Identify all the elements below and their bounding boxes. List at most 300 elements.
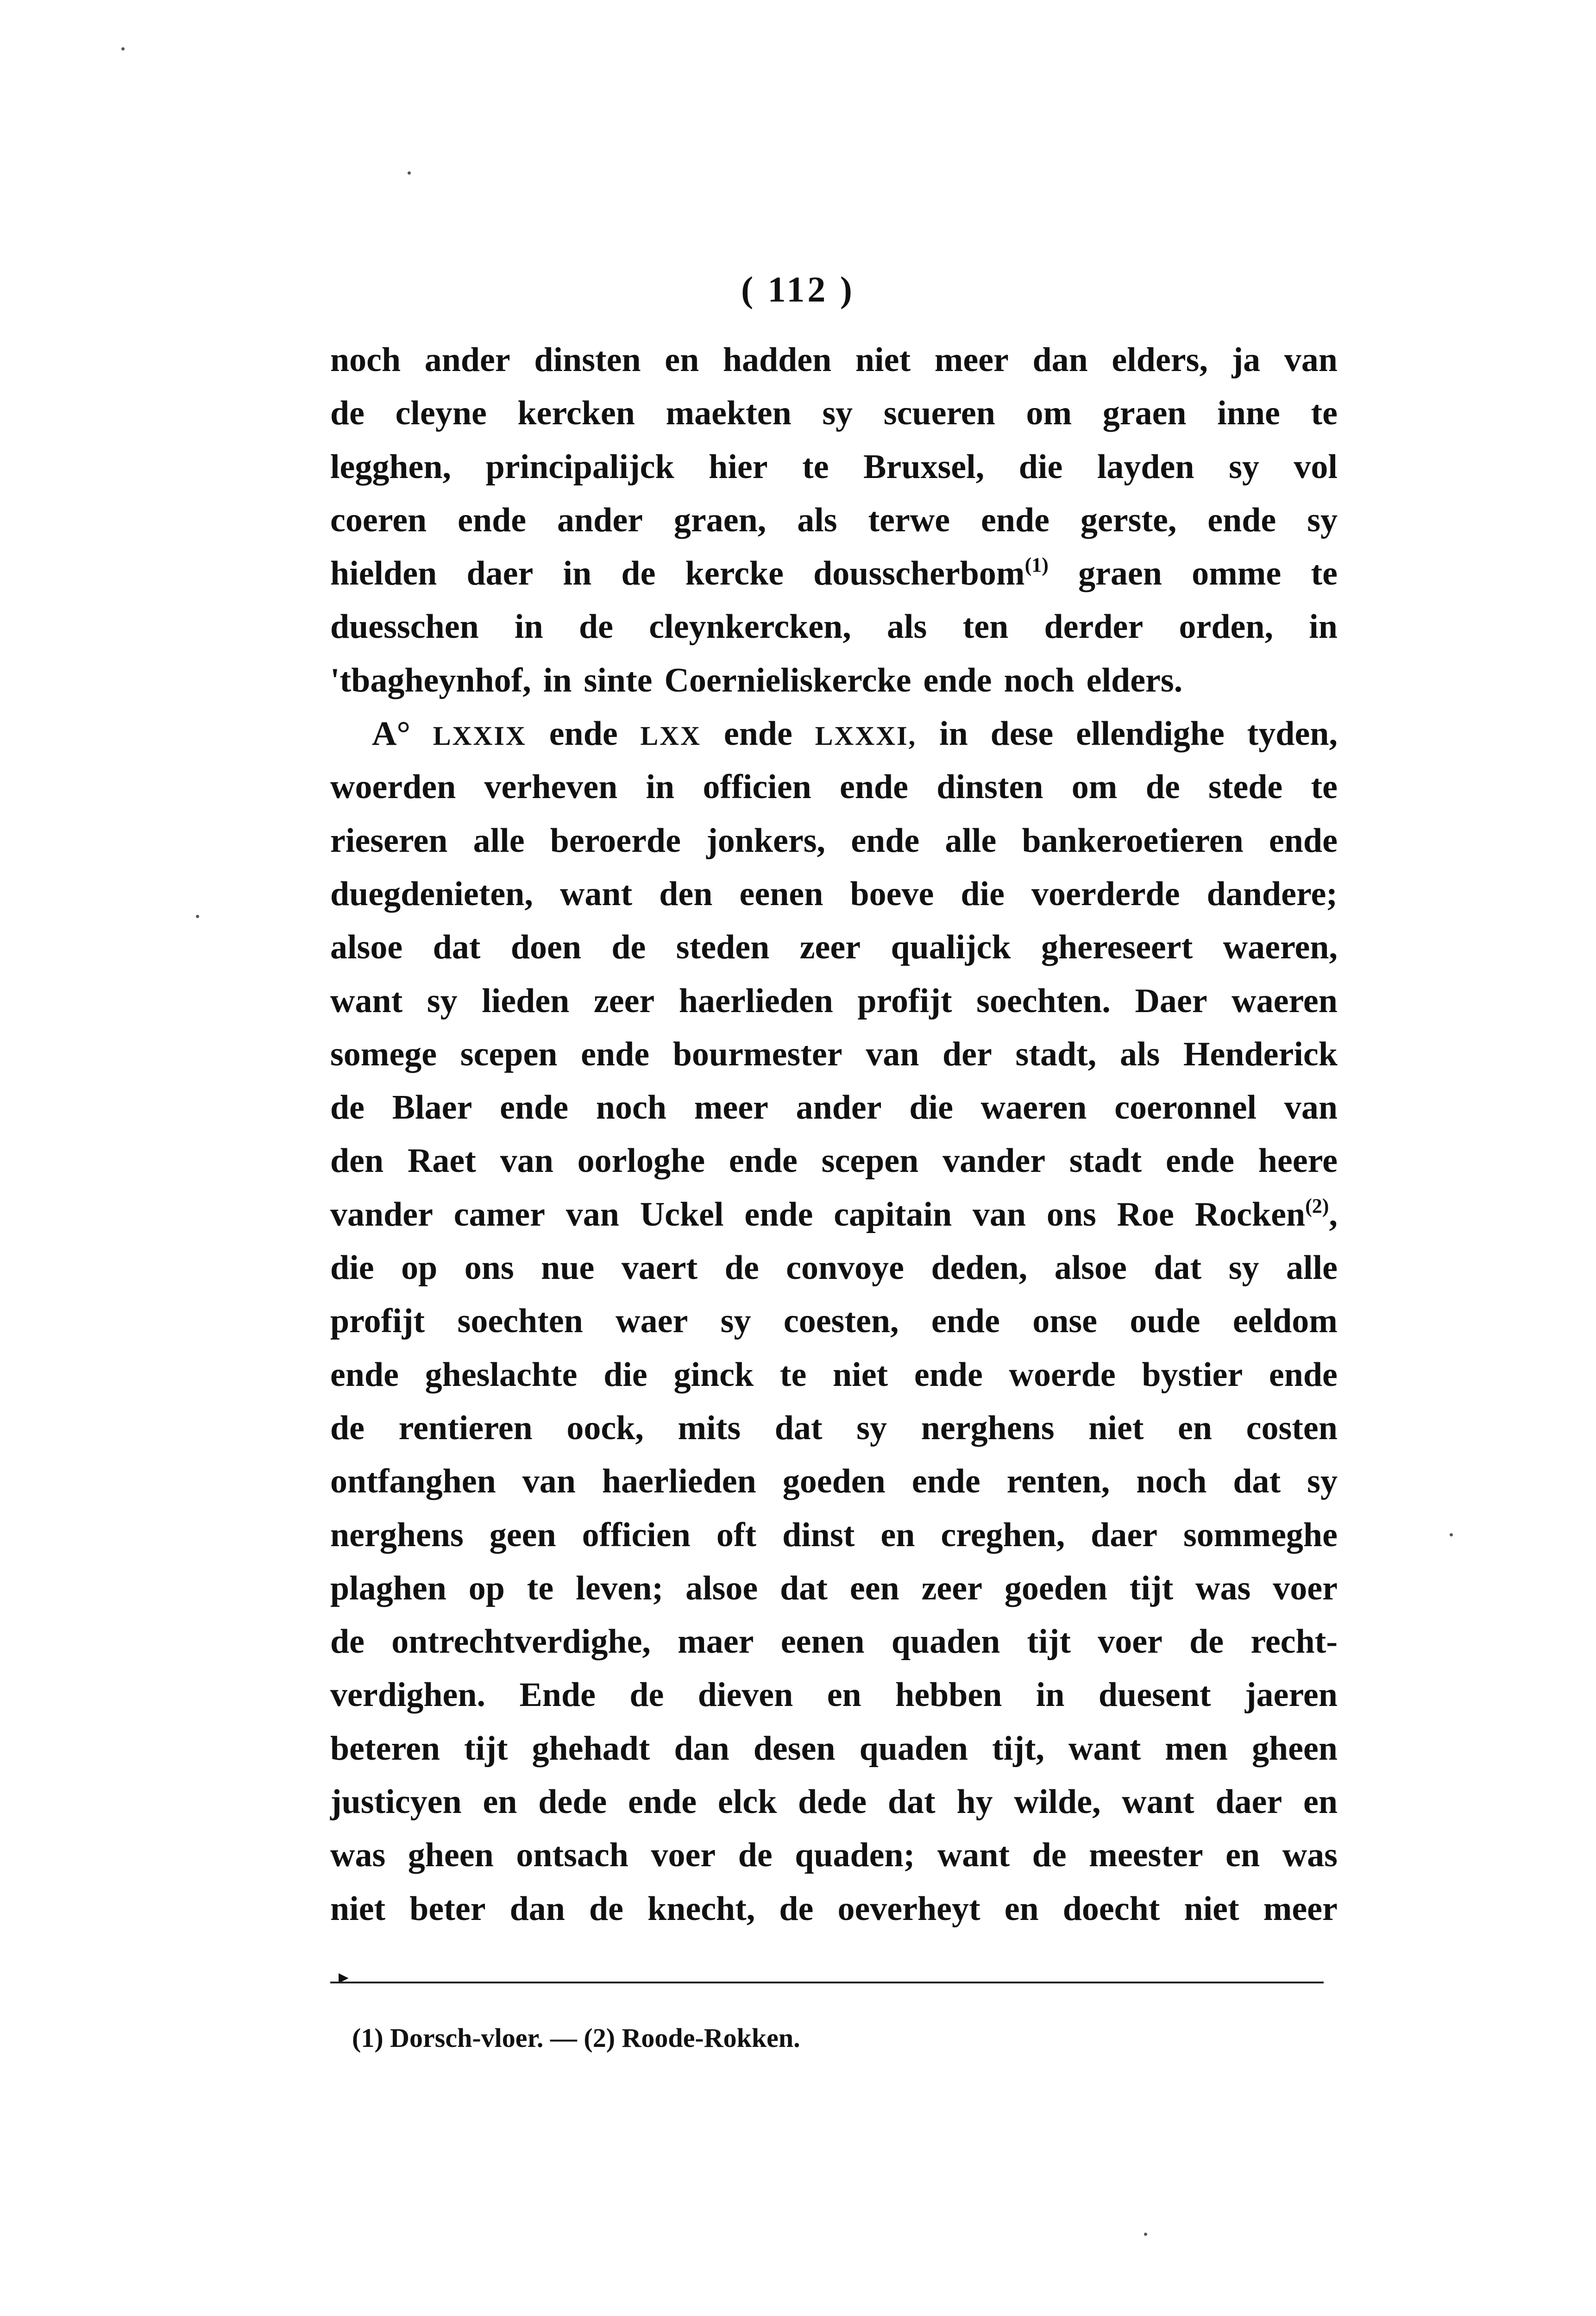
word: cleynkercken,: [649, 608, 851, 646]
word: goeden: [1004, 1569, 1107, 1607]
word: in: [563, 554, 592, 593]
word: de: [738, 1836, 773, 1875]
page-number: ( 112 ): [741, 269, 855, 309]
word: te: [1311, 554, 1338, 593]
word: dinst: [782, 1516, 855, 1554]
word: oude: [1130, 1302, 1200, 1341]
word: verdighen.: [330, 1676, 486, 1714]
word: ander: [557, 501, 643, 539]
word: coesten,: [783, 1302, 899, 1341]
word: men: [1165, 1729, 1228, 1768]
word: ende: [723, 715, 792, 753]
word: cleyne: [395, 394, 487, 433]
word: ghereseert: [1041, 928, 1193, 967]
word: waeren,: [1223, 928, 1338, 967]
word: jonkers,: [706, 821, 826, 860]
word: Henderick: [1183, 1035, 1338, 1073]
word: eenen: [780, 1623, 865, 1661]
word: bourmester: [672, 1035, 842, 1073]
word: officien: [582, 1516, 691, 1554]
word: en: [1177, 1409, 1212, 1447]
word: quaden: [891, 1623, 1000, 1661]
word: graen: [1102, 394, 1187, 433]
paper-speck: [1144, 2233, 1147, 2236]
paper-speck: [408, 171, 411, 175]
text-line: [330, 441, 1338, 494]
word: meer: [934, 341, 1009, 379]
word: de: [1145, 768, 1180, 806]
word: layden: [1097, 447, 1194, 486]
word: en: [1004, 1889, 1039, 1928]
word: de: [330, 1409, 364, 1447]
word: tijt: [1027, 1623, 1071, 1661]
text-line: [330, 334, 1338, 387]
word: de: [1032, 1836, 1067, 1875]
word: want: [330, 982, 403, 1020]
word: sinte: [584, 661, 653, 699]
word: want: [1068, 1729, 1141, 1768]
word: heere: [1258, 1142, 1338, 1180]
word: quaden: [859, 1729, 968, 1768]
word: rentieren: [398, 1409, 533, 1447]
text-line: [330, 1081, 1338, 1134]
word: wilde,: [1014, 1783, 1101, 1821]
text-line: [330, 707, 1338, 761]
text-line: [330, 654, 1338, 707]
word: mits: [678, 1409, 741, 1447]
word: zeer: [921, 1569, 982, 1607]
word: de: [589, 1889, 623, 1928]
word: lieden: [482, 982, 570, 1020]
word: sy: [1228, 1249, 1259, 1287]
word: van: [522, 1462, 576, 1501]
word: qualijck: [891, 928, 1011, 967]
word: sy: [1307, 501, 1338, 539]
word: niet: [833, 1355, 888, 1394]
word: gheen: [1251, 1729, 1338, 1768]
word: profijt: [330, 1302, 425, 1341]
word: dan: [674, 1729, 729, 1768]
word: vander: [943, 1142, 1046, 1180]
word: ellendighe: [1076, 715, 1225, 753]
word: omme: [1192, 554, 1282, 593]
word: dinsten: [936, 768, 1043, 806]
word: stadt,: [1015, 1035, 1097, 1073]
word: ende: [839, 768, 908, 806]
word: noch: [1004, 661, 1074, 699]
word: alle: [945, 821, 997, 860]
word: zeer: [799, 928, 861, 967]
word: duesschen: [330, 608, 479, 646]
word: derder: [1044, 608, 1144, 646]
word: voer: [651, 1836, 716, 1875]
word: niet: [1088, 1409, 1144, 1447]
word: daer: [466, 554, 534, 593]
word: scueren: [883, 394, 995, 433]
word: legghen,: [330, 447, 452, 486]
word: oeverheyt: [837, 1889, 980, 1928]
text-line: [330, 1668, 1338, 1722]
word: LXX: [640, 721, 702, 751]
word: 'tbagheynhof,: [330, 661, 531, 699]
word: de: [629, 1676, 664, 1714]
word: ende: [729, 1142, 798, 1180]
word: als: [1119, 1035, 1160, 1073]
word: daer: [1091, 1516, 1158, 1554]
word: oorloghe: [577, 1142, 705, 1180]
word: ende: [458, 501, 527, 539]
word: jaeren: [1244, 1676, 1338, 1714]
word: scepen: [821, 1142, 919, 1180]
text-line: [330, 494, 1338, 547]
word: want: [1122, 1783, 1194, 1821]
word: ons: [464, 1249, 514, 1287]
word: costen: [1246, 1409, 1338, 1447]
word: meer: [1263, 1889, 1338, 1928]
word: knecht,: [647, 1889, 755, 1928]
word: Bruxsel,: [863, 447, 985, 486]
word: duegdenieten,: [330, 875, 533, 913]
word: renten,: [1006, 1462, 1110, 1501]
word: die: [961, 875, 1005, 913]
word: recht-: [1250, 1623, 1338, 1661]
word: dan: [1032, 341, 1088, 379]
word: onse: [1032, 1302, 1098, 1341]
word: de: [621, 554, 656, 593]
word: want: [559, 875, 633, 913]
word: ende: [980, 501, 1049, 539]
word: scepen: [460, 1035, 558, 1073]
word: eeldom: [1232, 1302, 1338, 1341]
word: soechten.: [976, 982, 1111, 1020]
word: stede: [1208, 768, 1283, 806]
word: ende: [1165, 1142, 1234, 1180]
word: alle: [1286, 1249, 1338, 1287]
word: de: [330, 394, 364, 433]
word: A°: [372, 715, 411, 753]
word: hy: [956, 1783, 993, 1821]
word: dat: [1233, 1462, 1281, 1501]
word: dede: [538, 1783, 607, 1821]
word: soechten: [457, 1302, 583, 1341]
word: doecht: [1062, 1889, 1160, 1928]
word: maekten: [666, 394, 792, 433]
text-line: [330, 1882, 1338, 1936]
word: profijt: [857, 982, 952, 1020]
word: somege: [330, 1035, 437, 1073]
footnote-rule: [330, 1982, 1324, 1983]
word: plaghen: [330, 1569, 446, 1607]
word: noch: [596, 1089, 666, 1127]
word: ja: [1232, 341, 1261, 379]
word: dousscherbom$^{(1)}$: [813, 554, 1049, 593]
word: van: [566, 1195, 619, 1234]
word: de: [330, 1623, 364, 1661]
word: in: [939, 715, 968, 753]
word: elck: [717, 1783, 777, 1821]
word: tijt: [464, 1729, 508, 1768]
word: goeden: [782, 1462, 886, 1501]
word: dese: [990, 715, 1054, 753]
word: in: [1309, 608, 1338, 646]
word: als: [886, 608, 927, 646]
word: dat: [1154, 1249, 1202, 1287]
word: ten: [962, 608, 1009, 646]
word: ontrechtverdighe,: [391, 1623, 651, 1661]
word: sy: [1229, 447, 1259, 486]
word: dat: [774, 1409, 823, 1447]
word: alsoe: [685, 1569, 758, 1607]
word: dan: [509, 1889, 565, 1928]
word: niet: [855, 341, 911, 379]
word: ende: [1207, 501, 1276, 539]
word: camer: [453, 1195, 545, 1234]
word: beroerde: [550, 821, 681, 860]
word: zeer: [593, 982, 655, 1020]
word: ende: [330, 1355, 399, 1394]
word: ander: [796, 1089, 882, 1127]
word: om: [1026, 394, 1072, 433]
word: gheen: [408, 1836, 494, 1875]
text-line: [330, 1188, 1338, 1241]
word: kercke: [685, 554, 784, 593]
text-line: [330, 1348, 1338, 1402]
word: vol: [1294, 447, 1338, 486]
word: noch: [330, 341, 401, 379]
word: alsoe: [1054, 1249, 1127, 1287]
text-line: [330, 1028, 1338, 1081]
word: sy: [1307, 1462, 1338, 1501]
word: doen: [510, 928, 581, 967]
text-line: [330, 1722, 1338, 1775]
word: ende: [628, 1783, 697, 1821]
word: die: [909, 1089, 953, 1127]
word: ende: [851, 821, 920, 860]
word: den: [330, 1142, 384, 1180]
word: in: [515, 608, 543, 646]
word: alle: [473, 821, 525, 860]
word: die: [603, 1355, 647, 1394]
word: ende: [923, 661, 992, 699]
word: Uckel: [640, 1195, 724, 1234]
word: van: [500, 1142, 553, 1180]
word: haerlieden: [602, 1462, 756, 1501]
word: en: [1225, 1836, 1260, 1875]
word: LXXXI,: [815, 721, 917, 751]
word: om: [1071, 768, 1118, 806]
word: leven;: [576, 1569, 664, 1607]
word: bankeroetieren: [1022, 821, 1244, 860]
word: geen: [489, 1516, 556, 1554]
word: in: [646, 768, 675, 806]
word: ende: [1269, 1355, 1338, 1394]
word: beteren: [330, 1729, 440, 1768]
word: te: [779, 1355, 807, 1394]
word: gerste,: [1080, 501, 1177, 539]
word: Blaer: [392, 1089, 472, 1127]
word: en: [665, 341, 699, 379]
word: quaden;: [795, 1836, 915, 1875]
word: niet: [330, 1889, 386, 1928]
word: creghen,: [941, 1516, 1065, 1554]
word: ander: [424, 341, 510, 379]
word: tijt: [1129, 1569, 1174, 1607]
word: desen: [753, 1729, 836, 1768]
word: meer: [694, 1089, 768, 1127]
word: stadt: [1069, 1142, 1142, 1180]
word: gheslachte: [425, 1355, 578, 1394]
word: ende: [549, 715, 618, 753]
word: Roe: [1117, 1195, 1174, 1234]
word: dat: [433, 928, 481, 967]
text-line: [330, 1775, 1338, 1829]
word: een: [849, 1569, 899, 1607]
word: hadden: [723, 341, 832, 379]
word: want: [937, 1836, 1010, 1875]
text-line: [330, 1241, 1338, 1295]
word: voer: [1273, 1569, 1338, 1607]
word: te: [802, 447, 829, 486]
word: noch: [1136, 1462, 1207, 1501]
word: nerghens: [330, 1516, 464, 1554]
word: nue: [541, 1249, 595, 1287]
word: dieven: [697, 1676, 793, 1714]
word: ghehadt: [532, 1729, 650, 1768]
word: de: [779, 1889, 814, 1928]
word: in: [1036, 1676, 1065, 1714]
text-line: [330, 1615, 1338, 1668]
word: in: [543, 661, 572, 699]
word: alsoe: [330, 928, 403, 967]
text-line: [330, 1829, 1338, 1882]
word: der: [943, 1035, 992, 1073]
text-line: [330, 600, 1338, 654]
word: was: [330, 1836, 386, 1875]
word: eenen: [739, 875, 823, 913]
word: voer: [1098, 1623, 1162, 1661]
word: dede: [798, 1783, 867, 1821]
word: woerden: [330, 768, 456, 806]
word: ende: [744, 1195, 813, 1234]
word: Coernieliskercke: [664, 661, 911, 699]
word: coeren: [330, 501, 427, 539]
text-line: [330, 1509, 1338, 1562]
word: ontsach: [516, 1836, 628, 1875]
word: te: [527, 1569, 554, 1607]
text-line: [330, 868, 1338, 921]
word: de: [611, 928, 646, 967]
word: ginck: [673, 1355, 754, 1394]
word: sy: [856, 1409, 887, 1447]
word: officien: [703, 768, 811, 806]
word: tyden,: [1247, 715, 1338, 753]
footnote-rule-mark: ►: [335, 1968, 352, 1987]
word: daer: [1215, 1783, 1282, 1821]
paper-speck: [196, 915, 199, 918]
word: nerghens: [921, 1409, 1055, 1447]
word: beter: [409, 1889, 486, 1928]
word: op: [468, 1569, 505, 1607]
word: en: [827, 1676, 861, 1714]
word: als: [797, 501, 837, 539]
text-line: [330, 547, 1338, 600]
word: haerlieden: [679, 982, 833, 1020]
word: Ende: [519, 1676, 596, 1714]
word: bystier: [1142, 1355, 1243, 1394]
footnotes: (1) Dorsch-vloer. — (2) Roode-Rokken.: [352, 2023, 800, 2053]
word: niet: [1184, 1889, 1239, 1928]
word: Rocken$^{(2)}$,: [1194, 1194, 1338, 1234]
word: hier: [709, 447, 768, 486]
word: graen: [1078, 554, 1162, 593]
word: ende: [1269, 821, 1338, 860]
word: den: [659, 875, 713, 913]
word: justicyen: [330, 1783, 462, 1821]
text-line: [330, 921, 1338, 974]
word: waeren: [980, 1089, 1087, 1127]
word: Raet: [407, 1142, 476, 1180]
word: van: [866, 1035, 919, 1073]
word: van: [1284, 341, 1338, 379]
word: de: [330, 1089, 364, 1127]
word: ontfanghen: [330, 1462, 496, 1501]
word: verheven: [484, 768, 618, 806]
word: de: [724, 1249, 759, 1287]
word: terwe: [868, 501, 950, 539]
word: capitain: [834, 1195, 952, 1234]
text-line: [330, 1134, 1338, 1188]
word: dat: [780, 1569, 828, 1607]
paper-speck: [1450, 1533, 1453, 1536]
word: oock,: [566, 1409, 644, 1447]
word: steden: [676, 928, 770, 967]
word: rieseren: [330, 821, 448, 860]
word: elders.: [1086, 661, 1183, 699]
word: ende: [914, 1355, 983, 1394]
word: en: [1303, 1783, 1338, 1821]
word: en: [483, 1783, 517, 1821]
word: coeronnel: [1114, 1089, 1257, 1127]
word: op: [401, 1249, 438, 1287]
word: sy: [427, 982, 458, 1020]
word: en: [880, 1516, 915, 1554]
word: vander: [330, 1195, 433, 1234]
word: hielden: [330, 554, 437, 593]
word: ende: [581, 1035, 650, 1073]
body-text: [330, 334, 1338, 1936]
word: boeve: [850, 875, 934, 913]
paper-speck: [121, 47, 125, 50]
word: principalijck: [485, 447, 674, 486]
word: woerde: [1009, 1355, 1116, 1394]
text-line: [330, 975, 1338, 1028]
word: elders,: [1112, 341, 1208, 379]
text-line: [330, 814, 1338, 868]
word: de: [579, 608, 614, 646]
word: die: [330, 1249, 374, 1287]
word: ende: [911, 1462, 980, 1501]
word: orden,: [1179, 608, 1273, 646]
word: oft: [716, 1516, 757, 1554]
word: sy: [720, 1302, 751, 1341]
text-line: [330, 1562, 1338, 1615]
word: van: [1284, 1089, 1338, 1127]
word: Daer: [1135, 982, 1207, 1020]
word: die: [1018, 447, 1063, 486]
word: was: [1195, 1569, 1251, 1607]
word: voerderde: [1031, 875, 1180, 913]
word: sommeghe: [1183, 1516, 1338, 1554]
